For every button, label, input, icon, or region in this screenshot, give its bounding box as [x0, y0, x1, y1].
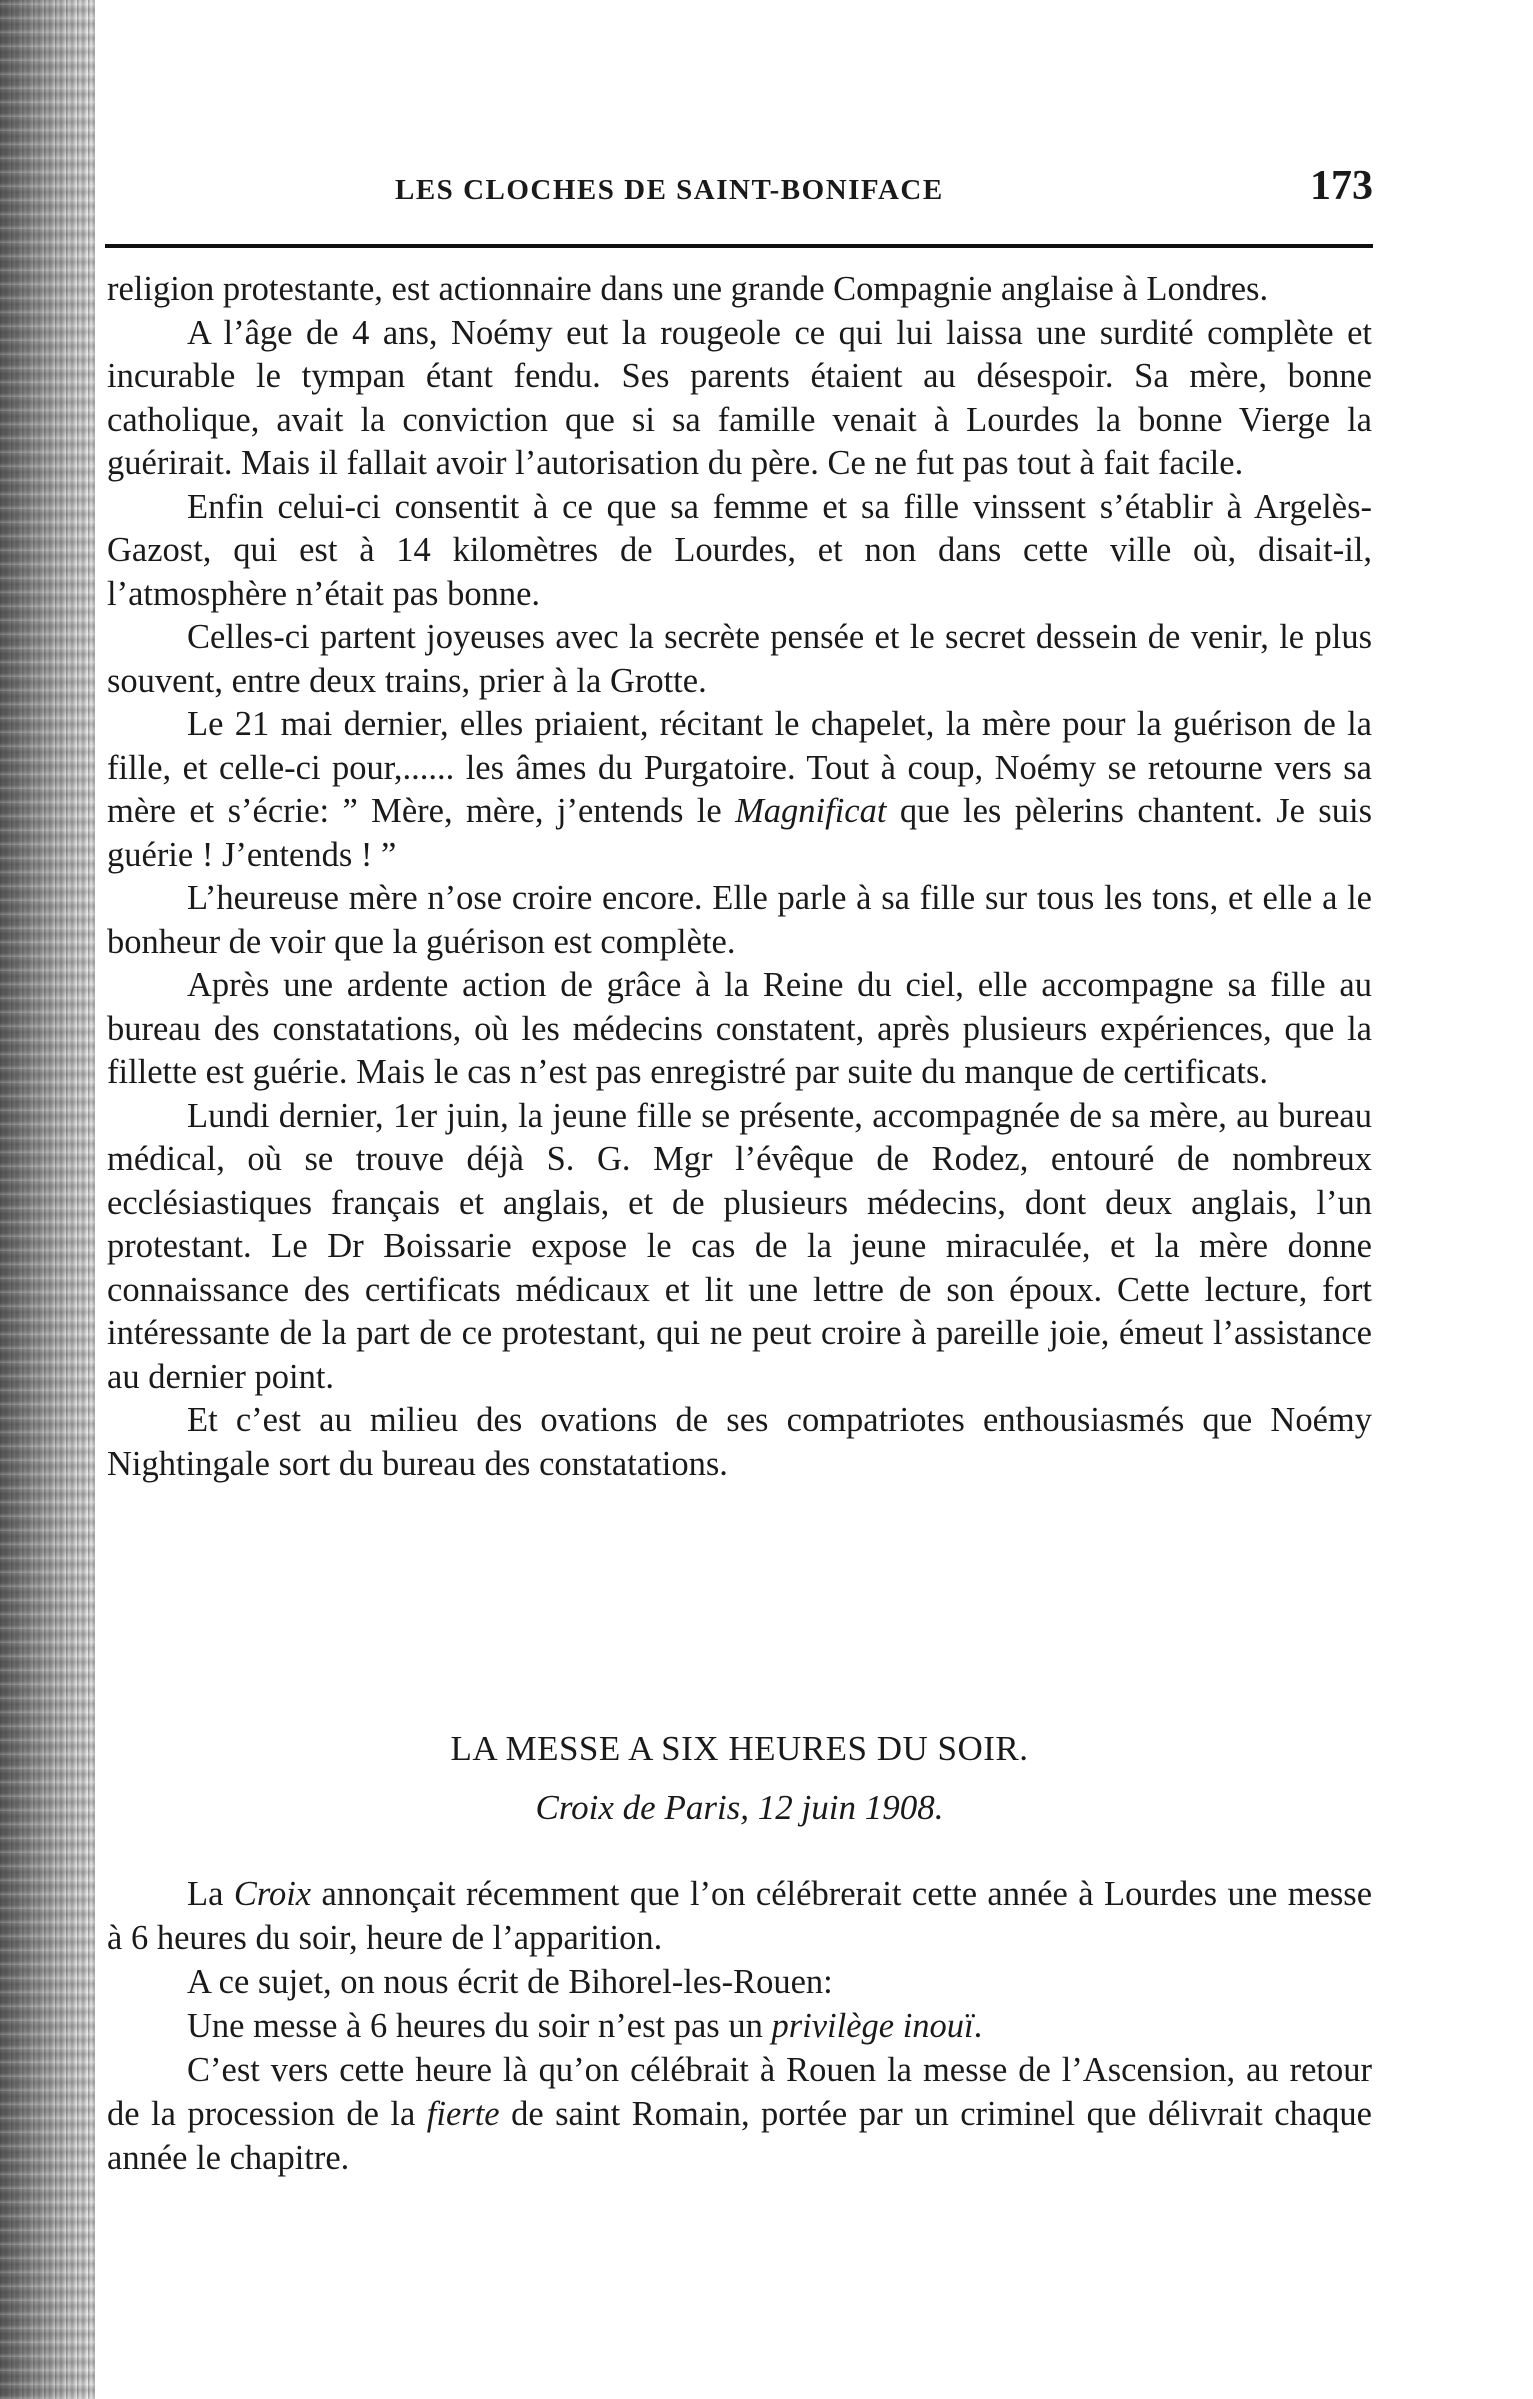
page-edge-shadow — [0, 0, 95, 2399]
paragraph: Après une ardente action de grâce à la Reine du ciel, elle accompagne sa fille au bureau des constatations, où les médecins constatent, après plusieurs expériences, que la fillette est guérie. Mais le cas n’est pas enregistré par suite du manque de certificats. — [107, 966, 1372, 1091]
paragraph: A ce sujet, on nous écrit de Bihorel-les-Rouen: — [187, 1963, 833, 2001]
paragraph: Une messe à 6 heures du soir n’est pas un privilège inouï. — [187, 2007, 983, 2045]
header-rule — [105, 244, 1373, 248]
italic-term: privilège inouï — [771, 2007, 974, 2045]
paragraph: Et c’est au milieu des ovations de ses compatriotes enthousiasmés que Noémy Nightingale sort du bureau des constatations. — [107, 1401, 1372, 1483]
section-body — [107, 1872, 1372, 2180]
paragraph: Le 21 mai dernier, elles priaient, récitant le chapelet, la mère pour la guérison de la fille, et celle-ci pour,...... les âmes du Purgatoire. Tout à coup, Noémy se retourne vers sa mère et s’écrie: ” Mère, mère, j’entends le Magnificat que les pèlerins chantent. Je suis guérie ! J’entends ! ” — [107, 705, 1372, 874]
paragraph: La Croix annonçait récemment que l’on célébrerait cette année à Lourdes une messe à 6 heures du soir, heure de l’apparition. — [107, 1875, 1373, 1957]
paragraph: religion protestante, est actionnaire dans une grande Compagnie anglaise à Londres. — [107, 270, 1269, 308]
section-heading: LA MESSE A SIX HEURES DU SOIR. — [450, 1729, 1029, 1768]
section-header — [107, 1727, 1372, 1831]
italic-term: Magnificat — [735, 792, 887, 830]
italic-term: Croix — [233, 1875, 312, 1913]
paragraph: C’est vers cette heure là qu’on célébrait à Rouen la messe de l’Ascension, au retour de la procession de la fierte de saint Romain, portée par un criminel que délivrait chaque année le chapitre. — [107, 2051, 1372, 2177]
paragraph: Lundi dernier, 1er juin, la jeune fille se présente, accompagnée de sa mère, au bureau médical, où se trouve déjà S. G. Mgr l’évêque de Rodez, entouré de nombreux ecclésiastiques français et anglais, et de plusieurs médecins, dont deux anglais, l’un protestant. Le Dr Boissarie expose le cas de la jeune miraculée, et la mère donne connaissance des certificats médicaux et lit une lettre de son époux. Cette lecture, fort intéressante de la part de ce protestant, qui ne peut croire à pareille joie, émeut l’assistance au dernier point. — [107, 1096, 1372, 1396]
running-head: LES CLOCHES DE SAINT-BONIFACE — [395, 174, 944, 206]
section-source: Croix de Paris, 12 juin 1908. — [535, 1788, 944, 1827]
italic-term: fierte — [426, 2095, 500, 2133]
paragraph: A l’âge de 4 ans, Noémy eut la rougeole ce qui lui laissa une surdité complète et incurable le tympan étant fendu. Ses parents étaient au désespoir. Sa mère, bonne catholique, avait la conviction que si sa famille venait à Lourdes la bonne Vierge la guérirait. Mais il fallait avoir l’autorisation du père. Ce ne fut pas tout à fait facile. — [107, 313, 1372, 482]
paragraph: Celles-ci partent joyeuses avec la secrète pensée et le secret dessein de venir, le plus souvent, entre deux trains, prier à la Grotte. — [107, 618, 1372, 700]
page-header — [105, 162, 1373, 212]
paragraph: Enfin celui-ci consentit à ce que sa femme et sa fille vinssent s’établir à Argelès-Gazost, qui est à 14 kilomètres de Lourdes, et non dans cette ville où, disait-il, l’atmosphère n’était pas bonne. — [107, 487, 1372, 613]
paragraph: L’heureuse mère n’ose croire encore. Elle parle à sa fille sur tous les tons, et elle a le bonheur de voir que la guérison est complète. — [107, 879, 1372, 961]
page-number: 173 — [1310, 163, 1373, 209]
article-body — [107, 268, 1372, 1486]
